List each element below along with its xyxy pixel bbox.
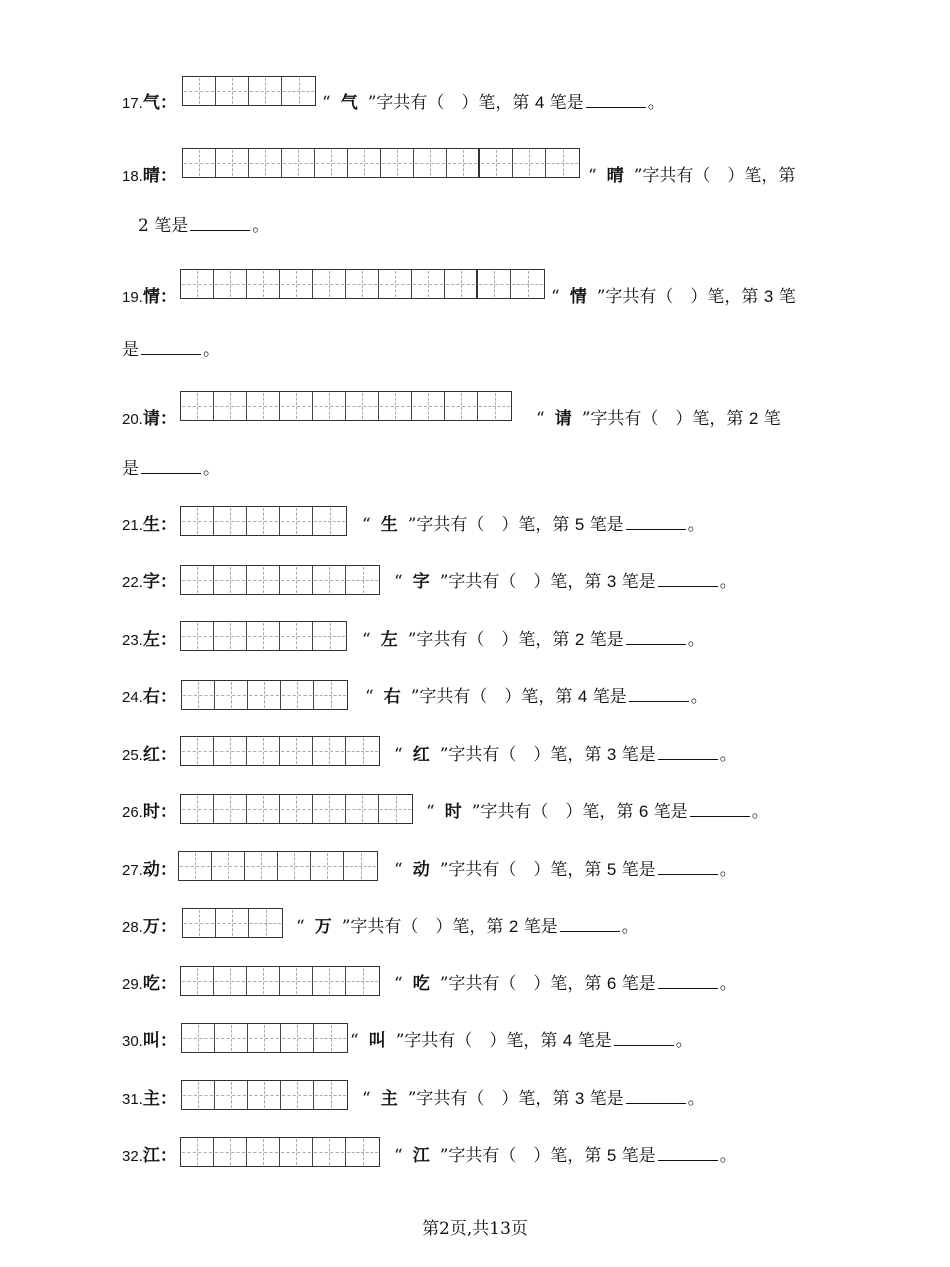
writing-grid[interactable] [180, 565, 380, 595]
question-text: “ 晴 ”字共有（ ）笔，第 [588, 166, 796, 186]
question-text-mid: 字共有（ ）笔，第 [480, 802, 634, 822]
question-number: 21. [122, 517, 143, 534]
question-number: 19. [122, 289, 143, 306]
question-char: 吃 [142, 974, 160, 994]
question-char: 生 [142, 515, 160, 535]
question-label: 17.气： [122, 93, 177, 113]
question-number: 31. [122, 1091, 143, 1108]
question-char: 时 [142, 802, 160, 822]
question-text-mid: 字共有（ ）笔，第 [605, 287, 759, 307]
question-text: “ 情 ”字共有（ ）笔，第 3 笔 [551, 287, 796, 307]
quoted-char: 晴 [606, 166, 624, 186]
question-text: “ 左 ”字共有（ ）笔，第 2 笔是 。 [362, 630, 705, 650]
stroke-number: 4 [562, 1031, 573, 1050]
stroke-number: 2 [508, 917, 519, 936]
writing-grid[interactable] [180, 269, 545, 299]
answer-blank[interactable] [658, 572, 718, 587]
question-label: 32.江： [122, 1146, 177, 1166]
quoted-char: 左 [380, 630, 398, 650]
question-number: 25. [122, 747, 143, 764]
question-text-mid: 字共有（ ）笔，第 [642, 166, 796, 186]
question-label: 28.万： [122, 917, 177, 937]
answer-blank[interactable] [658, 745, 718, 760]
writing-grid[interactable] [181, 680, 348, 710]
question-char: 情 [142, 287, 160, 307]
question-text-end: 笔是 [589, 630, 624, 650]
quoted-char: 请 [554, 409, 572, 429]
answer-blank[interactable] [626, 515, 686, 530]
question-label: 24.右： [122, 687, 177, 707]
question-label: 22.字： [122, 572, 177, 592]
question-text-mid: 字共有（ ）笔，第 [416, 515, 570, 535]
question-text-mid: 字共有（ ）笔，第 [419, 687, 573, 707]
question-text-end: 笔是 [621, 745, 656, 765]
question-char: 请 [142, 409, 160, 429]
question-text-cont: 是 [122, 340, 139, 360]
question-char: 江 [142, 1146, 160, 1166]
question-text-mid: 字共有（ ）笔，第 [448, 860, 602, 880]
stroke-number: 3 [606, 572, 617, 591]
quoted-char: 江 [412, 1146, 430, 1166]
quoted-char: 时 [444, 802, 462, 822]
question-char: 叫 [142, 1031, 160, 1051]
question-text-end: 笔 [763, 409, 781, 429]
question-text-mid: 字共有（ ）笔，第 [448, 572, 602, 592]
answer-blank[interactable] [586, 93, 646, 108]
quoted-char: 主 [380, 1089, 398, 1109]
question-text-end: 笔是 [589, 515, 624, 535]
question-number: 17. [122, 95, 143, 112]
question-text-mid: 字共有（ ）笔，第 [448, 1146, 602, 1166]
question-text-end: 笔是 [621, 572, 656, 592]
question-text-end: 笔是 [577, 1031, 612, 1051]
question-text-end: 笔是 [592, 687, 627, 707]
writing-grid[interactable] [182, 76, 316, 106]
question-text-continued: 是 。 [122, 340, 220, 360]
stroke-number: 6 [638, 802, 649, 821]
question-label: 26.时： [122, 802, 177, 822]
question-text-end: 笔是 [154, 216, 189, 236]
writing-grid[interactable] [180, 794, 413, 824]
answer-blank[interactable] [141, 340, 201, 355]
question-char: 左 [142, 630, 160, 650]
writing-grid[interactable] [180, 966, 380, 996]
question-number: 32. [122, 1148, 143, 1165]
question-text: “ 主 ”字共有（ ）笔，第 3 笔是 。 [362, 1089, 705, 1109]
question-label: 23.左： [122, 630, 177, 650]
answer-blank[interactable] [560, 917, 620, 932]
stroke-number: 5 [574, 515, 585, 534]
question-text-end: 笔 [778, 287, 796, 307]
question-text: “ 江 ”字共有（ ）笔，第 5 笔是 。 [394, 1146, 737, 1166]
question-text-mid: 字共有（ ）笔，第 [448, 974, 602, 994]
stroke-number: 3 [574, 1089, 585, 1108]
question-number: 18. [122, 168, 143, 185]
stroke-number: 4 [534, 93, 545, 112]
question-char: 晴 [142, 166, 160, 186]
question-label: 21.生： [122, 515, 177, 535]
quoted-char: 红 [412, 745, 430, 765]
question-text: “ 吃 ”字共有（ ）笔，第 6 笔是 。 [394, 974, 737, 994]
question-char: 动 [142, 860, 160, 880]
question-text-mid: 字共有（ ）笔，第 [416, 630, 570, 650]
question-text: “ 万 ”字共有（ ）笔，第 2 笔是 。 [296, 917, 639, 937]
question-text: “ 生 ”字共有（ ）笔，第 5 笔是 。 [362, 515, 705, 535]
answer-blank[interactable] [658, 1146, 718, 1161]
question-text: “ 请 ”字共有（ ）笔，第 2 笔 [536, 409, 781, 429]
question-number: 24. [122, 689, 143, 706]
quoted-char: 动 [412, 860, 430, 880]
answer-blank[interactable] [690, 802, 750, 817]
question-text-end: 笔是 [589, 1089, 624, 1109]
stroke-number: 3 [606, 745, 617, 764]
question-char: 字 [142, 572, 160, 592]
question-text: “ 字 ”字共有（ ）笔，第 3 笔是 。 [394, 572, 737, 592]
writing-grid[interactable] [178, 851, 378, 881]
question-text-mid: 字共有（ ）笔，第 [404, 1031, 558, 1051]
question-text-cont: 是 [122, 459, 139, 479]
question-label: 31.主： [122, 1089, 177, 1109]
question-text-mid: 字共有（ ）笔，第 [376, 93, 530, 113]
question-label: 30.叫： [122, 1031, 177, 1051]
question-text-end: 笔是 [549, 93, 584, 113]
answer-blank[interactable] [658, 860, 718, 875]
question-text-continued: 是 。 [122, 459, 220, 479]
question-text-end: 笔是 [621, 974, 656, 994]
quoted-char: 字 [412, 572, 430, 592]
question-text-mid: 字共有（ ）笔，第 [590, 409, 744, 429]
question-number: 27. [122, 862, 143, 879]
stroke-number: 2 [574, 630, 585, 649]
question-text: “ 红 ”字共有（ ）笔，第 3 笔是 。 [394, 745, 737, 765]
writing-grid[interactable] [181, 1023, 348, 1053]
question-label: 18.晴： [122, 166, 177, 186]
question-text-end: 笔是 [653, 802, 688, 822]
writing-grid[interactable] [180, 736, 380, 766]
stroke-number: 2 [748, 409, 759, 428]
answer-blank[interactable] [629, 687, 689, 702]
writing-grid[interactable] [180, 391, 512, 421]
stroke-number: 2 [138, 216, 149, 236]
question-char: 红 [142, 745, 160, 765]
writing-grid[interactable] [180, 506, 347, 536]
question-label: 27.动： [122, 860, 177, 880]
question-number: 29. [122, 976, 143, 993]
question-label: 20.请： [122, 409, 177, 429]
stroke-number: 6 [606, 974, 617, 993]
question-char: 万 [142, 917, 160, 937]
question-text-mid: 字共有（ ）笔，第 [416, 1089, 570, 1109]
question-text-mid: 字共有（ ）笔，第 [448, 745, 602, 765]
writing-grid[interactable] [180, 621, 347, 651]
question-text: “ 动 ”字共有（ ）笔，第 5 笔是 。 [394, 860, 737, 880]
quoted-char: 气 [340, 93, 358, 113]
writing-grid[interactable] [180, 1137, 380, 1167]
quoted-char: 右 [383, 687, 401, 707]
quoted-char: 生 [380, 515, 398, 535]
question-text-end: 笔是 [523, 917, 558, 937]
answer-blank[interactable] [614, 1031, 674, 1046]
stroke-number: 5 [606, 1146, 617, 1165]
question-number: 26. [122, 804, 143, 821]
question-text-mid: 字共有（ ）笔，第 [350, 917, 504, 937]
quoted-char: 吃 [412, 974, 430, 994]
answer-blank[interactable] [658, 974, 718, 989]
answer-blank[interactable] [626, 630, 686, 645]
question-text-continued: 2 笔是 。 [138, 216, 270, 236]
answer-blank[interactable] [141, 459, 201, 474]
question-label: 29.吃： [122, 974, 177, 994]
quoted-char: 情 [569, 287, 587, 307]
question-number: 28. [122, 919, 143, 936]
question-text: “ 右 ”字共有（ ）笔，第 4 笔是 。 [365, 687, 708, 707]
question-char: 主 [142, 1089, 160, 1109]
quoted-char: 万 [314, 917, 332, 937]
writing-grid[interactable] [182, 148, 580, 178]
question-label: 19.情： [122, 287, 177, 307]
stroke-number: 5 [606, 860, 617, 879]
writing-grid[interactable] [182, 908, 283, 938]
question-number: 22. [122, 574, 143, 591]
quoted-char: 叫 [368, 1031, 386, 1051]
writing-grid[interactable] [181, 1080, 348, 1110]
question-number: 20. [122, 411, 143, 428]
question-label: 25.红： [122, 745, 177, 765]
question-text: “ 气 ”字共有（ ）笔，第 4 笔是 。 [322, 93, 665, 113]
question-text: “ 叫 ”字共有（ ）笔，第 4 笔是 。 [350, 1031, 693, 1051]
stroke-number: 3 [763, 287, 774, 306]
question-text: “ 时 ”字共有（ ）笔，第 6 笔是 。 [426, 802, 769, 822]
page-footer: 第2页,共13页 [422, 1219, 528, 1239]
question-number: 23. [122, 632, 143, 649]
question-char: 气 [142, 93, 160, 113]
stroke-number: 4 [577, 687, 588, 706]
answer-blank[interactable] [190, 216, 250, 231]
question-number: 30. [122, 1033, 143, 1050]
question-text-end: 笔是 [621, 1146, 656, 1166]
question-char: 右 [142, 687, 160, 707]
answer-blank[interactable] [626, 1089, 686, 1104]
question-text-end: 笔是 [621, 860, 656, 880]
